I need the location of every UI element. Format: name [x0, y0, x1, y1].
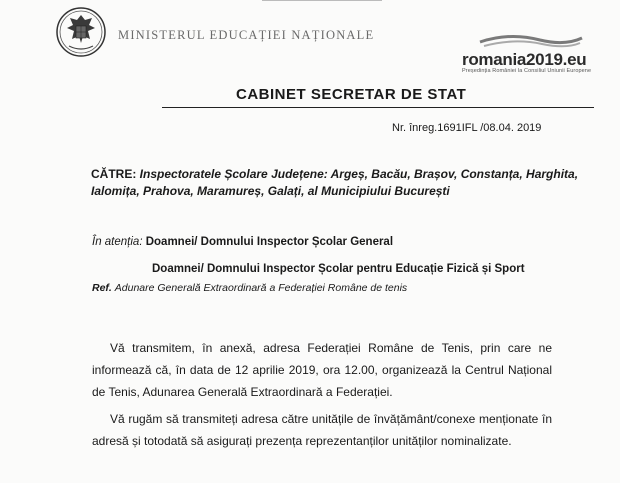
- presidency-tagline: Președinția României la Consiliul Uniunii Europene: [462, 68, 592, 74]
- body-paragraph-1: [92, 337, 552, 403]
- ministry-name: MINISTERUL EDUCAȚIEI NAȚIONALE: [118, 28, 375, 42]
- recipients-text: Inspectoratele Școlare Județene: Argeș, Bacău, Brașov, Constanța, Harghita, Ialomița, Prahova, Maramureș, Galați, al Municipiului București: [91, 167, 579, 198]
- body-paragraph-2: [92, 408, 552, 452]
- recipients-label: CĂTRE:: [91, 167, 137, 181]
- header-divider: [162, 107, 594, 108]
- reference-label: Ref.: [92, 282, 112, 294]
- paragraph-1-text: Vă transmitem, în anexă, adresa Federației Române de Tenis, prin care ne informează că, în data de 12 aprilie 2019, ora 12.00, organizează la Centrul Național de Tenis, Adunarea Generală Extraordinară a Federației.: [92, 341, 552, 399]
- attention-line-2: Doamnei/ Domnului Inspector Școlar pentru Educație Fizică și Sport: [152, 263, 525, 275]
- recipients-block: [91, 166, 606, 200]
- scan-edge-line: [262, 0, 382, 4]
- reference-line: [92, 282, 407, 294]
- presidency-brand: romania2019.eu: [462, 50, 587, 69]
- attention-line-1: Doamnei/ Domnului Inspector Școlar General: [145, 236, 394, 248]
- paragraph-2-text: Vă rugăm să transmiteți adresa către unitățile de învățământ/conexe menționate în adresă și totodată să asigurați prezența reprezentanților unităților nominalizate.: [92, 412, 552, 448]
- romania-coat-of-arms-icon: [55, 6, 107, 58]
- cabinet-title: CABINET SECRETAR DE STAT: [236, 86, 467, 103]
- attention-label: În atenția:: [92, 236, 143, 248]
- registration-number: Nr. înreg.1691IFL /08.04. 2019: [392, 122, 542, 134]
- reference-text: Adunare Generală Extraordinară a Federației Române de tenis: [114, 282, 408, 294]
- attention-block: [92, 236, 393, 248]
